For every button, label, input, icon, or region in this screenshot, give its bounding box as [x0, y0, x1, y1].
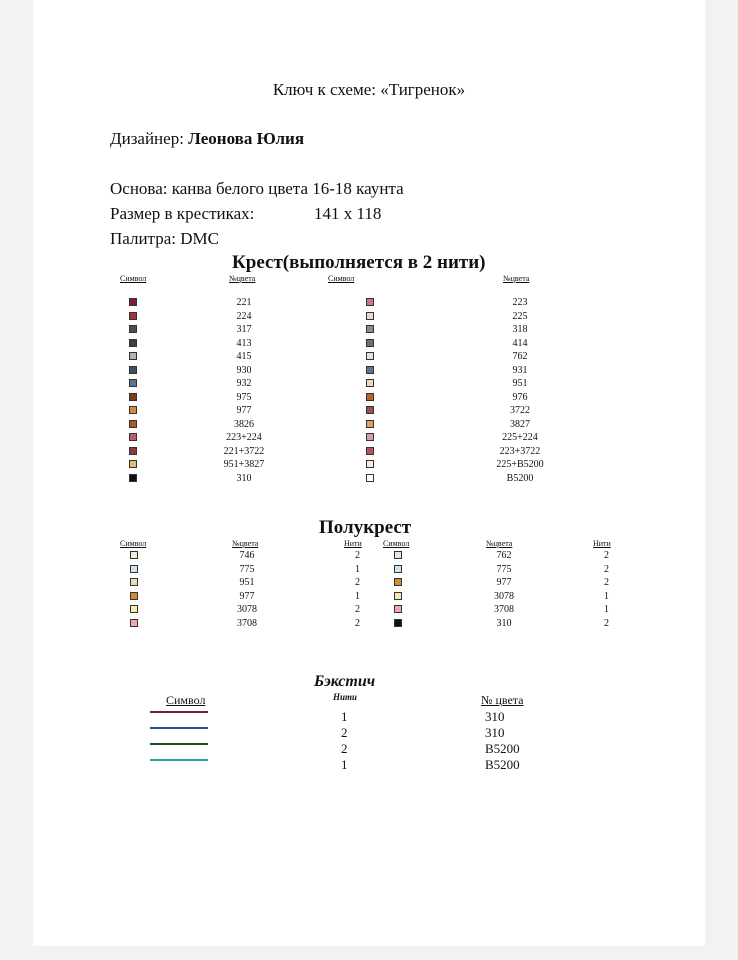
cross-heading: Крест(выполняется в 2 нити)	[232, 252, 486, 273]
cross-col-symbol-right: Символ	[328, 274, 355, 283]
cross-color-code: 3722	[510, 405, 530, 416]
cross-symbol-icon	[366, 420, 374, 428]
cross-color-code: 975	[236, 391, 252, 403]
back-threads: 2	[341, 741, 348, 756]
palette-line: Палитра: DMC	[110, 229, 219, 248]
half-color-code: 762	[496, 550, 512, 561]
half-threads: 1	[604, 604, 609, 615]
half-symbol-icon	[130, 551, 138, 559]
size-value: 141 x 118	[314, 204, 382, 223]
cross-color-code: 932	[236, 378, 252, 389]
cross-symbol-icon	[366, 433, 374, 441]
half-threads: 2	[355, 617, 360, 629]
page-title: Ключ к схеме: «Тигренок»	[272, 80, 466, 99]
cross-color-code: 225	[512, 310, 528, 322]
cross-col-color-right: №цвета	[503, 274, 530, 283]
half-threads: 2	[604, 550, 609, 561]
half-color-code: 310	[496, 617, 512, 629]
cross-symbol-icon	[366, 312, 374, 320]
base-line: Основа: канва белого цвета 16-18 каунта	[110, 179, 404, 198]
half-symbol-icon	[394, 592, 402, 600]
cross-symbol-icon	[129, 474, 137, 482]
cross-symbol-icon	[129, 420, 137, 428]
cross-color-code: 762	[512, 351, 528, 362]
cross-symbol-icon	[129, 339, 137, 347]
cross-color-code: 3826	[234, 418, 254, 430]
cross-color-code: 414	[512, 337, 528, 349]
cross-color-code: 930	[236, 364, 252, 376]
cross-color-code: 3827	[510, 418, 530, 430]
cross-symbol-icon	[366, 366, 374, 374]
half-color-code: 977	[496, 577, 512, 588]
half-col-symbol-right: Символ	[383, 539, 410, 548]
cross-color-code: 317	[236, 324, 252, 335]
cross-symbol-icon	[366, 474, 374, 482]
cross-symbol-icon	[366, 460, 374, 468]
cross-symbol-icon	[129, 298, 137, 306]
half-color-code: 951	[239, 577, 255, 588]
cross-color-code: 318	[512, 324, 528, 335]
back-col-threads: Нити	[333, 692, 358, 702]
half-color-code: 3078	[494, 590, 514, 602]
back-threads: 1	[341, 709, 348, 724]
back-color-code: 310	[485, 725, 505, 740]
cross-color-code: B5200	[506, 472, 534, 484]
cross-color-code: 310	[236, 472, 252, 484]
half-threads: 1	[604, 590, 609, 602]
cross-symbol-icon	[129, 312, 137, 320]
cross-symbol-icon	[129, 352, 137, 360]
half-color-code: 746	[239, 550, 255, 561]
half-color-code: 775	[239, 563, 255, 575]
designer-line	[110, 129, 304, 149]
cross-symbol-icon	[129, 393, 137, 401]
cross-color-code: 976	[512, 391, 528, 403]
half-heading: Полукрест	[319, 517, 412, 538]
cross-color-code: 225+B5200	[496, 459, 544, 470]
back-color-code: B5200	[485, 757, 520, 772]
half-threads: 2	[355, 550, 360, 561]
cross-color-code: 224	[236, 310, 252, 322]
cross-color-code: 225+224	[502, 432, 538, 443]
half-symbol-icon	[394, 619, 402, 627]
half-threads: 2	[604, 563, 609, 575]
cross-symbol-icon	[129, 366, 137, 374]
back-threads: 2	[341, 725, 348, 740]
half-color-code: 775	[496, 563, 512, 575]
cross-symbol-icon	[366, 298, 374, 306]
half-threads: 2	[355, 604, 360, 615]
cross-color-code: 221+3722	[223, 445, 265, 457]
half-col-color-left: №цвета	[232, 539, 259, 548]
backstitch-line-icon	[150, 759, 208, 761]
cross-col-color-left: №цвета	[229, 274, 256, 283]
cross-color-code: 951+3827	[223, 459, 265, 470]
cross-symbol-icon	[129, 460, 137, 468]
cross-color-code: 221	[236, 297, 252, 308]
half-symbol-icon	[394, 551, 402, 559]
half-col-color-right: №цвета	[486, 539, 513, 548]
cross-symbol-icon	[366, 352, 374, 360]
cross-symbol-icon	[366, 379, 374, 387]
back-color-code: B5200	[485, 741, 520, 756]
cross-color-code: 951	[512, 378, 528, 389]
half-color-code: 3078	[237, 604, 257, 615]
half-threads: 2	[604, 617, 609, 629]
cross-symbol-icon	[366, 393, 374, 401]
size-label: Размер в крестиках:	[110, 204, 255, 223]
half-threads: 2	[604, 577, 609, 588]
cross-color-code: 977	[236, 405, 252, 416]
back-col-symbol: Символ	[166, 693, 206, 707]
half-threads: 1	[355, 590, 360, 602]
half-col-threads-left: Нити	[344, 539, 362, 548]
cross-symbol-icon	[366, 325, 374, 333]
backstitch-line-icon	[150, 743, 208, 745]
half-symbol-icon	[394, 578, 402, 586]
half-symbol-icon	[394, 565, 402, 573]
half-col-threads-right: Нити	[593, 539, 611, 548]
cross-symbol-icon	[366, 339, 374, 347]
cross-color-code: 415	[236, 351, 252, 362]
cross-symbol-icon	[129, 406, 137, 414]
half-color-code: 977	[239, 590, 255, 602]
half-symbol-icon	[130, 592, 138, 600]
document-page	[33, 0, 705, 946]
backstitch-line-icon	[150, 711, 208, 713]
half-symbol-icon	[130, 578, 138, 586]
designer-name: Леонова Юлия	[188, 129, 305, 148]
cross-symbol-icon	[129, 433, 137, 441]
back-color-code: 310	[485, 709, 505, 724]
half-symbol-icon	[394, 605, 402, 613]
cross-symbol-icon	[129, 379, 137, 387]
half-symbol-icon	[130, 605, 138, 613]
back-col-color: № цвета	[481, 693, 524, 707]
back-threads: 1	[341, 757, 348, 772]
cross-color-code: 223+224	[226, 432, 262, 443]
designer-label: Дизайнер:	[110, 129, 184, 148]
cross-color-code: 931	[512, 364, 528, 376]
cross-color-code: 223+3722	[499, 445, 541, 457]
cross-symbol-icon	[129, 447, 137, 455]
cross-symbol-icon	[129, 325, 137, 333]
half-symbol-icon	[130, 619, 138, 627]
cross-color-code: 413	[236, 337, 252, 349]
cross-symbol-icon	[366, 406, 374, 414]
half-col-symbol-left: Символ	[120, 539, 147, 548]
cross-color-code: 223	[512, 297, 528, 308]
backstitch-line-icon	[150, 727, 208, 729]
half-threads: 1	[355, 563, 360, 575]
half-threads: 2	[355, 577, 360, 588]
half-color-code: 3708	[494, 604, 514, 615]
half-symbol-icon	[130, 565, 138, 573]
cross-col-symbol-left: Символ	[120, 274, 147, 283]
back-heading: Бэкстич	[314, 673, 376, 690]
half-color-code: 3708	[237, 617, 257, 629]
cross-symbol-icon	[366, 447, 374, 455]
